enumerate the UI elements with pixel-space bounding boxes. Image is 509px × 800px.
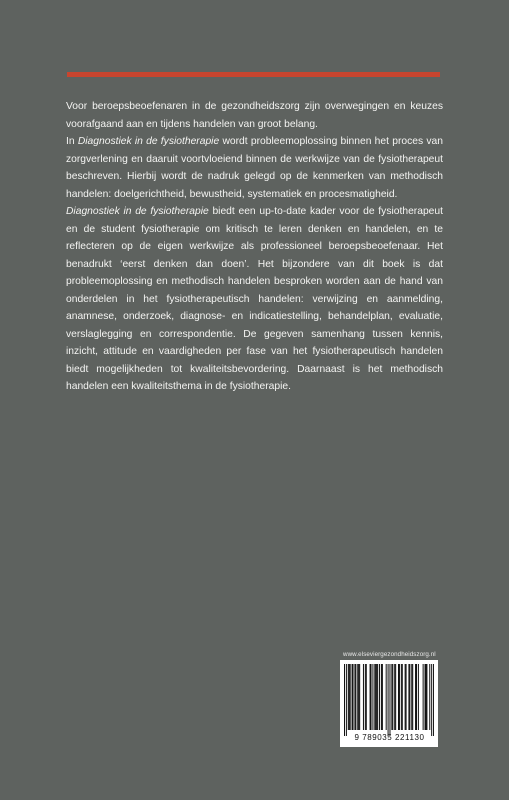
barcode-bar [418,664,419,730]
barcode-bar [389,664,390,736]
barcode-bar [357,664,358,730]
barcode-bar [411,664,412,730]
barcode-bar [371,664,372,730]
barcode-bar [406,664,407,730]
barcode-bar [366,664,367,730]
barcode-bar [415,664,416,730]
barcode-bar [363,664,364,730]
barcode-bar [429,664,430,730]
barcode-bar [359,664,360,730]
barcode-bar [425,664,426,730]
barcode-bar [395,664,396,730]
barcode-bar [374,664,375,730]
barcode-bar [408,664,409,730]
blurb-paragraph-3 [66,203,443,396]
barcode-bar [354,664,355,730]
barcode-bar [433,664,434,736]
barcode-bar [358,664,359,730]
barcode-bar [350,664,351,730]
barcode-bar [348,664,349,730]
barcode-bar [391,664,392,730]
barcode-bar [375,664,376,730]
barcode-bar [401,664,402,730]
barcode-bar [379,664,380,730]
barcode-bar [394,664,395,730]
book-title-italic: Diagnostiek in de fysiotherapie [66,206,209,217]
barcode-bar [344,664,345,736]
barcode-bar [386,664,387,730]
blurb-text-run: biedt een up-to-date kader voor de fysiotherapeut en de student fysiotherapie om kritisch te leren denken en handelen, en te reflecteren op de eigen werkwijze als professioneel beroepsbeoefenaar. Het benadrukt ‘eerst denken dan doen’. Het bijzondere van dit boek is dat probleemoplossing en methodisch handelen besproken worden aan de hand van onderdelen in het fysiotherapeutisch handelen: verwijzing en aanmelding, anamnese, onderzoek, diagnose- en indicatiestelling, behandelplan, evaluatie, verslaglegging en correspondentie. De gegeven samenhang tussen kennis, inzicht, attitude en vaardigheden per fase van het fysiotherapeutisch handelen biedt mogelijkheden tot kwaliteitsbevordering. Daarnaast is het methodisch handelen een kwaliteitsthema in de fysiotherapie. [66,206,443,392]
barcode-bar [412,664,413,730]
barcode-bar [402,664,403,730]
barcode-bar [431,664,432,736]
barcode-bar [382,664,383,730]
blurb-text [66,98,443,396]
barcode-bar [423,664,424,730]
blurb-text-run: wordt probleemoplossing binnen het proces van zorgverlening en daaruit voortvloeiend binnen de werkwijze van de fysiotherapeut beschreven. Hierbij wordt de nadruk gelegd op de kenmerken van methodisch handelen: doelgerichtheid, bewustheid, systematiek en procesmatigheid. [66,136,443,200]
barcode-bar [353,664,354,730]
barcode-bar [409,664,410,730]
barcode-bar [365,664,366,730]
accent-rule [67,72,440,77]
barcode-bar [349,664,350,730]
barcode-bar [346,664,347,736]
blurb-paragraph-2 [66,133,443,203]
blurb-text-run: In [66,136,78,147]
barcode-bar [388,664,389,736]
barcode-bar [416,664,417,730]
barcode-bar [372,664,373,730]
barcode-bar [425,664,426,730]
barcode-bars [344,664,434,736]
barcode-bar [355,664,356,730]
barcode-bar [392,664,393,730]
barcode-bar [405,664,406,730]
barcode-bar [377,664,378,730]
isbn-digits: 9 789035 221130 [354,733,425,742]
barcode-bar [370,664,371,730]
barcode-bar [426,664,427,730]
barcode-bar [381,664,382,730]
barcode-bar [376,664,377,730]
barcode-bar [399,664,400,730]
book-title-italic: Diagnostiek in de fysiotherapie [77,136,220,147]
barcode-bar [352,664,353,730]
barcode-bar [398,664,399,730]
blurb-paragraph-1: Voor beroepsbeoefenaren in de gezondheidszorg zijn overwegingen en keuzes voorafgaand aan en tijdens handelen van groot belang. [66,101,443,130]
publisher-url: www.elseviergezondheidszorg.nl [343,651,436,658]
